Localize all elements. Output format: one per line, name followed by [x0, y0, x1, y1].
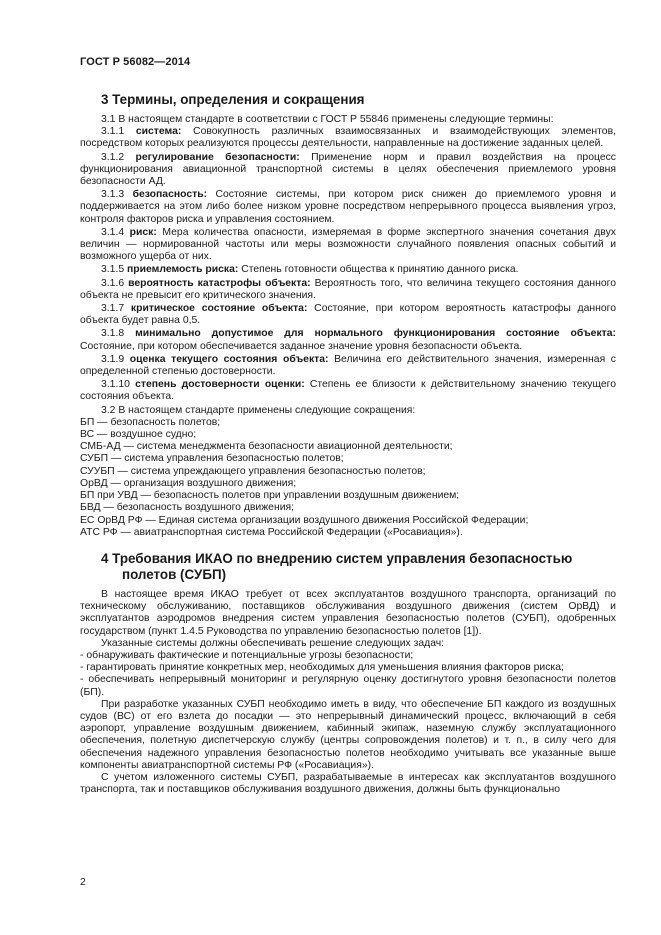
term-number: 3.1.5 — [101, 264, 125, 276]
document-code: ГОСТ Р 56082—2014 — [80, 56, 191, 68]
term-definition: Состояние, при котором обеспечивается заданное значение уровня безопасности объекта. — [80, 340, 523, 352]
term-number: 3.1.4 — [101, 226, 125, 238]
term-definition: Мера количества опасности, измеряемая в форме экспертного значения сочетания двух величин — нормированной частоты или меры возможности случайного появления опасных событий и возможного ущерба от них. — [80, 226, 616, 263]
term-name: безопасность: — [132, 189, 208, 201]
abbreviation-item: СУУБП — система упреждающего управления безопасностью полетов; — [80, 465, 426, 477]
term-definition: Степень готовности общества к принятию данного риска. — [238, 264, 519, 276]
abbreviation-item: ВС — воздушное судно; — [80, 429, 197, 441]
term-name: риск: — [129, 226, 157, 238]
abbreviations-intro: 3.2 В настоящем стандарте применены следующие сокращения: — [101, 404, 416, 416]
term-number: 3.1.1 — [101, 126, 125, 138]
term-definition: Степень ее близости к действительному значению текущего состояния объекта. — [80, 379, 616, 403]
term-name: оценка текущего состояния объекта: — [129, 353, 329, 365]
term-paragraph — [80, 379, 616, 403]
abbreviation-item: БВД — безопасность воздушного движения; — [80, 502, 295, 514]
term-paragraph — [80, 354, 616, 378]
term-paragraph — [80, 278, 616, 302]
task-item: - гарантировать принятие конкретных мер, необходимых для уменьшения влияния факторов риска; — [80, 662, 564, 674]
term-paragraph — [80, 328, 616, 352]
term-name: вероятность катастрофы объекта: — [128, 277, 311, 289]
abbreviation-item: ЕС ОрВД РФ — Единая система организации воздушного движения Российской Федерации; — [80, 514, 529, 526]
abbreviation-item: БП — безопасность полетов; — [80, 416, 221, 428]
term-number: 3.1.2 — [101, 151, 125, 163]
section-4-paragraph-4: С учетом изложенного системы СУБП, разрабатываемые в интересах как эксплуатантов воздушного транспорта, так и поставщиков обслуживания воздушного движения, должны быть функционально — [80, 771, 616, 796]
term-definition: Совокупность различных взаимосвязанных и взаимодействующих элементов, посредством которых реализуются процессы деятельности, направленные на достижение заданных целей. — [80, 126, 616, 150]
term-definition: Вероятность того, что величина текущего состояния данного объекта не превысит его критического значения. — [80, 277, 616, 301]
term-paragraph — [80, 189, 616, 226]
term-paragraph — [80, 126, 616, 150]
term-number: 3.1.6 — [101, 277, 125, 289]
task-item: - обеспечивать непрерывный мониторинг и регулярную оценку достигнутого уровня безопасности полетов (БП). — [80, 674, 616, 698]
term-number: 3.1.7 — [101, 303, 125, 315]
term-paragraph — [80, 264, 616, 276]
abbreviation-item: АТС РФ — авиатранспортная система Российской Федерации («Росавиация»). — [80, 526, 463, 538]
term-definition: Состояние, при котором вероятность катастрофы данного объекта будет равна 0,5. — [80, 303, 616, 327]
section-4-paragraph-3: При разработке указанных СУБП необходимо иметь в виду, что обеспечение БП каждого из воздушных судов (ВС) от его взлета до посадки — это непрерывный динамический процесс, включающий в себя аэропорт, управление воздушным движением, кабинный экипаж, наземную службу эксплуатационного обеспечения, полетную диспетчерскую службу (центры сопровождения полетов) и т. п., в силу чего для обеспечения надежного управления безопасностью полетов необходимо учитывать все указанные выше компоненты авиатранспортной системы РФ («Росавиация»). — [80, 698, 616, 771]
term-name: степень достоверности оценки: — [135, 379, 305, 391]
section-4-paragraph-2: Указанные системы должны обеспечивать решение следующих задач: — [101, 637, 445, 649]
abbreviation-item: БП при УВД — безопасность полетов при управлении воздушным движением; — [80, 490, 460, 502]
term-number: 3.1.8 — [101, 328, 125, 340]
term-name: минимально допустимое для нормального функционирования состояние объекта: — [135, 328, 616, 340]
term-paragraph — [80, 303, 616, 327]
term-definition: Величина его действительного значения, измеренная с определенной степенью достоверности. — [80, 353, 616, 378]
terms-list — [80, 126, 616, 403]
term-number: 3.1.9 — [101, 353, 125, 365]
term-number: 3.1.10 — [101, 379, 130, 391]
section-4-paragraph-1: В настоящее время ИКАО требует от всех эксплуатантов воздушного транспорта, организаций по техническому обслуживанию, поставщиков обслуживания воздушного движения (систем ОрВД) и эксплуатантов аэродромов внедрения систем управления безопасностью полетов (СУБП), одобренных государством (пункт 1.4.5 Руководства по управлению безопасностью полетов [1]). — [80, 588, 616, 637]
abbreviation-item: СУБП — система управления безопасностью полетов; — [80, 453, 344, 465]
section-3-intro: 3.1 В настоящем стандарте в соответствии с ГОСТ Р 55846 применены следующие термины: — [101, 114, 554, 125]
page-number: 2 — [80, 877, 86, 888]
term-name: критическое состояние объекта: — [130, 303, 308, 315]
term-definition: Состояние системы, при котором риск снижен до приемлемого уровня и поддерживается на этом либо более низком уровне посредством непрерывного процесса выявления угроз, контроля факторов риска и управления состоянием. — [80, 189, 616, 225]
task-item: - обнаруживать фактические и потенциальные угрозы безопасности; — [80, 649, 414, 661]
section-3-heading: 3 Термины, определения и сокращения — [101, 92, 365, 107]
abbreviation-item: ОрВД — организация воздушного движения; — [80, 477, 297, 489]
term-definition: Применение норм и правил воздействия на процесс функционирования авиационной транспортной системы в целях обеспечения приемлемого уровня безопасности АД. — [80, 151, 616, 188]
abbreviations-list — [80, 417, 616, 539]
term-name: регулирование безопасности: — [135, 151, 300, 163]
tasks-list — [80, 650, 616, 699]
term-paragraph — [80, 227, 616, 264]
section-4-heading: 4 Требования ИКАО по внедрению систем управления безопасностью полетов (СУБП) — [101, 550, 573, 582]
term-number: 3.1.3 — [101, 189, 125, 201]
page-content — [80, 92, 616, 796]
section-4-body — [80, 589, 616, 796]
abbreviation-item: СМБ-АД — система менеджмента безопасности авиационной деятельности; — [80, 441, 453, 453]
term-name: приемлемость риска: — [127, 264, 239, 276]
term-name: система: — [135, 126, 182, 138]
term-paragraph — [80, 152, 616, 189]
